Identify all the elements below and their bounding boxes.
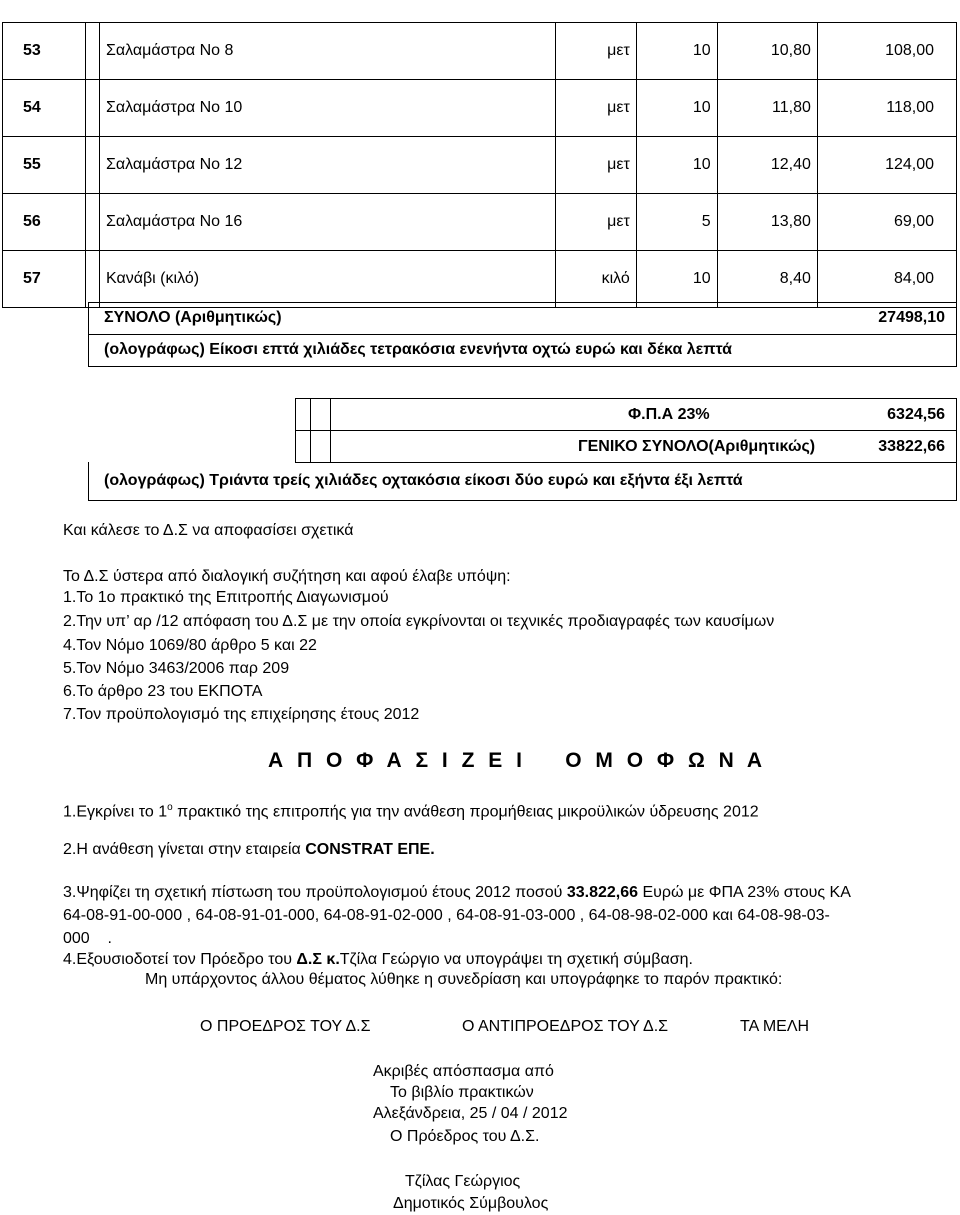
item-price: 8,40 bbox=[717, 251, 817, 308]
item-number: 56 bbox=[3, 194, 86, 251]
grand-words-bottom-border bbox=[88, 500, 957, 501]
item-unit: κιλό bbox=[555, 251, 636, 308]
certify-date: Αλεξάνδρεια, 25 / 04 / 2012 bbox=[373, 1105, 568, 1122]
certify-line: Ακριβές απόσπασμα από bbox=[373, 1063, 554, 1080]
sum-bottom-border bbox=[88, 366, 957, 367]
considered-item: 2.Την υπ’ αρ /12 απόφαση του Δ.Σ με την οποία εγκρίνονται οι τεχνικές προδιαγραφές των καυσίμων bbox=[63, 613, 775, 630]
vat-top-border bbox=[295, 398, 957, 399]
vat-right-border bbox=[956, 398, 957, 500]
decision-2-company: CONSTRAT ΕΠΕ. bbox=[305, 841, 435, 858]
cell-gap bbox=[86, 194, 100, 251]
grand-total-label: ΓΕΝΙΚΟ ΣΥΝΟΛΟ(Αριθμητικώς) bbox=[578, 438, 816, 455]
item-unit: μετ bbox=[555, 80, 636, 137]
grand-words-left-border bbox=[88, 462, 89, 500]
signer-name: Τζίλας Γεώργιος bbox=[405, 1173, 521, 1190]
item-description: Σαλαμάστρα Νο 16 bbox=[100, 194, 556, 251]
table-row bbox=[3, 23, 957, 80]
sum-value: 27498,10 bbox=[878, 309, 945, 326]
sum-divider bbox=[88, 302, 957, 303]
grand-total-value: 33822,66 bbox=[878, 438, 945, 455]
items-table bbox=[2, 22, 957, 308]
item-unit: μετ bbox=[555, 137, 636, 194]
vat-row-divider bbox=[295, 462, 957, 463]
signer-role: Δημοτικός Σύμβουλος bbox=[393, 1195, 549, 1212]
sum-words: (ολογράφως) Είκοσι επτά χιλιάδες τετρακόσια ενενήντα οχτώ ευρώ και δέκα λεπτά bbox=[104, 341, 732, 358]
considered-item: 4.Τον Νόμο 1069/80 άρθρο 5 και 22 bbox=[63, 637, 317, 654]
item-description: Σαλαμάστρα Νο 8 bbox=[100, 23, 556, 80]
decision-1-sup: ο bbox=[167, 802, 173, 813]
item-quantity: 10 bbox=[636, 251, 717, 308]
decision-3-codes-end: 000 . bbox=[63, 930, 112, 947]
cell-gap bbox=[86, 23, 100, 80]
sum-label: ΣΥΝΟΛΟ (Αριθμητικώς) bbox=[104, 309, 282, 326]
vat-value: 6324,56 bbox=[887, 406, 945, 423]
item-total: 84,00 bbox=[817, 251, 956, 308]
decision-1-pre: 1.Εγκρίνει το 1 bbox=[63, 803, 168, 821]
item-total: 108,00 bbox=[817, 23, 956, 80]
table-row bbox=[3, 251, 957, 308]
item-quantity: 10 bbox=[636, 137, 717, 194]
item-total: 118,00 bbox=[817, 80, 956, 137]
decision-4-pre: 4.Εξουσιοδοτεί τον Πρόεδρο του bbox=[63, 951, 297, 968]
table-row bbox=[3, 194, 957, 251]
item-quantity: 10 bbox=[636, 80, 717, 137]
call-text: Και κάλεσε το Δ.Σ να αποφασίσει σχετικά bbox=[63, 522, 354, 539]
item-number: 53 bbox=[3, 23, 86, 80]
cell-gap bbox=[86, 251, 100, 308]
considered-item: 7.Τον προϋπολογισμό της επιχείρησης έτους 2012 bbox=[63, 706, 420, 723]
decision-3 bbox=[63, 882, 851, 903]
considered-item: 5.Τον Νόμο 3463/2006 παρ 209 bbox=[63, 660, 290, 677]
decision-1 bbox=[63, 797, 759, 822]
decision-3-pre: 3.Ψηφίζει τη σχετική πίστωση του προϋπολογισμού έτους 2012 ποσού bbox=[63, 884, 567, 901]
certify-line: Ο Πρόεδρος του Δ.Σ. bbox=[390, 1128, 540, 1145]
signature-members: ΤΑ ΜΕΛΗ bbox=[740, 1018, 810, 1035]
item-quantity: 10 bbox=[636, 23, 717, 80]
decision-3-post: Ευρώ με ΦΠΑ 23% στους ΚΑ bbox=[638, 884, 851, 901]
cell-gap bbox=[86, 80, 100, 137]
table-row bbox=[3, 80, 957, 137]
item-total: 124,00 bbox=[817, 137, 956, 194]
vat-row-divider bbox=[295, 430, 957, 431]
decision-2 bbox=[63, 839, 435, 860]
item-price: 13,80 bbox=[717, 194, 817, 251]
item-price: 11,80 bbox=[717, 80, 817, 137]
item-description: Κανάβι (κιλό) bbox=[100, 251, 556, 308]
certify-line: Το βιβλίο πρακτικών bbox=[390, 1084, 534, 1101]
considered-item: 6.Το άρθρο 23 του ΕΚΠΟΤΑ bbox=[63, 683, 263, 700]
closing-text: Μη υπάρχοντος άλλου θέματος λύθηκε η συνεδρίαση και υπογράφηκε το παρόν πρακτικό: bbox=[145, 971, 783, 988]
item-unit: μετ bbox=[555, 23, 636, 80]
item-description: Σαλαμάστρα Νο 10 bbox=[100, 80, 556, 137]
grand-total-words: (ολογράφως) Τριάντα τρείς χιλιάδες οχτακόσια είκοσι δύο ευρώ και εξήντα έξι λεπτά bbox=[104, 472, 743, 489]
cell-gap bbox=[86, 137, 100, 194]
decision-2-pre: 2.Η ανάθεση γίνεται στην εταιρεία bbox=[63, 841, 306, 858]
item-number: 54 bbox=[3, 80, 86, 137]
decision-1-post: πρακτικό της επιτροπής για την ανάθεση προμήθειας μικροϋλικών ύδρευσης 2012 bbox=[172, 803, 759, 821]
item-description: Σαλαμάστρα Νο 12 bbox=[100, 137, 556, 194]
item-number: 55 bbox=[3, 137, 86, 194]
item-number: 57 bbox=[3, 251, 86, 308]
intro-text: Το Δ.Σ ύστερα από διαλογική συζήτηση και αφού έλαβε υπόψη: bbox=[63, 568, 511, 585]
signature-president: Ο ΠΡΟΕΔΡΟΣ ΤΟΥ Δ.Σ bbox=[200, 1018, 371, 1035]
table-row bbox=[3, 137, 957, 194]
decision-title: Α Π Ο Φ Α Σ Ι Ζ Ε Ι Ο Μ Ο Φ Ω Ν Α bbox=[268, 749, 767, 772]
item-unit: μετ bbox=[555, 194, 636, 251]
vat-label: Φ.Π.Α 23% bbox=[628, 406, 710, 423]
considered-item: 1.Το 1ο πρακτικό της Επιτροπής Διαγωνισμού bbox=[63, 589, 389, 606]
decision-4 bbox=[63, 949, 693, 970]
item-price: 12,40 bbox=[717, 137, 817, 194]
decision-3-codes: 64-08-91-00-000 , 64-08-91-01-000, 64-08-91-02-000 , 64-08-91-03-000 , 64-08-98-02-000 και 64-08-98-03- bbox=[63, 907, 830, 924]
sum-row-divider bbox=[88, 334, 957, 335]
items-table-body bbox=[3, 23, 957, 308]
decision-4-bold: Δ.Σ κ. bbox=[296, 951, 340, 968]
item-total: 69,00 bbox=[817, 194, 956, 251]
decision-3-amount: 33.822,66 bbox=[566, 884, 639, 901]
item-quantity: 5 bbox=[636, 194, 717, 251]
item-price: 10,80 bbox=[717, 23, 817, 80]
signature-vice-president: Ο ΑΝΤΙΠΡΟΕΔΡΟΣ ΤΟΥ Δ.Σ bbox=[462, 1018, 669, 1035]
decision-4-post: Τζίλα Γεώργιο να υπογράψει τη σχετική σύμβαση. bbox=[339, 951, 693, 968]
